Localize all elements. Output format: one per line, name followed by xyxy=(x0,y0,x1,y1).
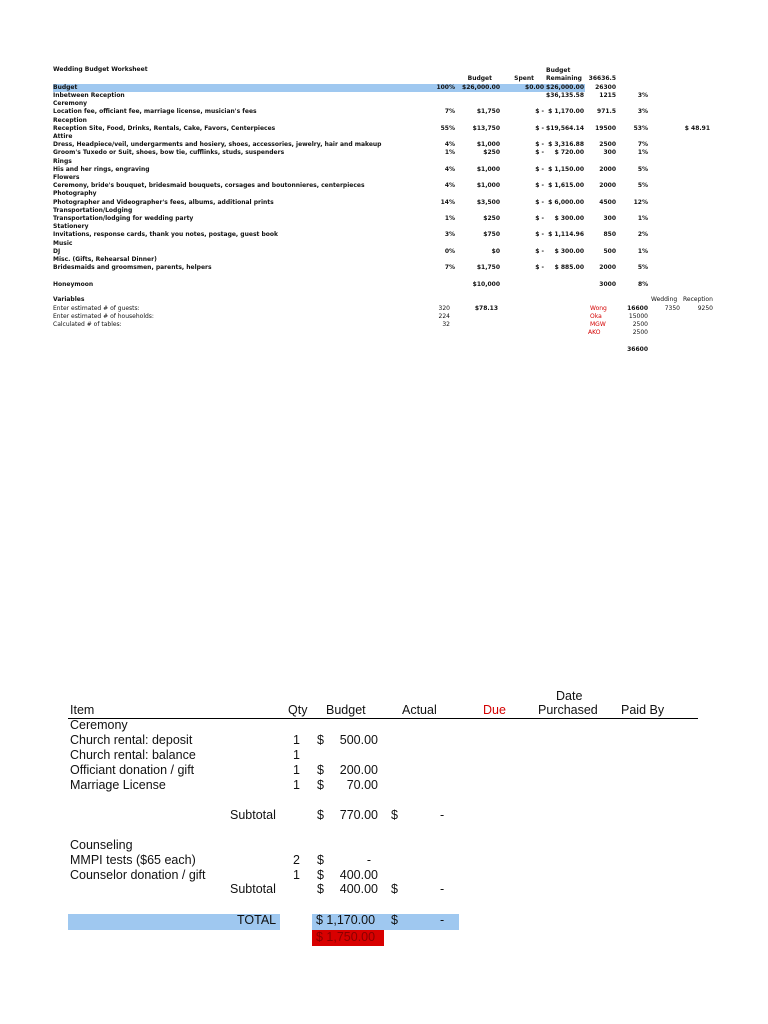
row-remaining: $ 300.00 xyxy=(554,247,584,255)
item-budget: 500.00 xyxy=(339,733,378,747)
row-share: 1% xyxy=(637,247,648,255)
item-name: Church rental: deposit xyxy=(70,733,193,747)
row-share: 2% xyxy=(637,231,648,239)
line-item-label: Transportation/lodging for wedding party xyxy=(53,215,194,222)
row-budget: $1,750 xyxy=(476,108,500,116)
row-pct: 7% xyxy=(444,108,455,116)
side-header-wedding: Wedding xyxy=(651,296,678,303)
item-budget: 400.00 xyxy=(339,868,378,882)
category-heading: Reception xyxy=(53,116,87,124)
item-qty: 1 xyxy=(293,733,300,747)
row-spent: $ - xyxy=(535,108,544,116)
honeymoon-label: Honeymoon xyxy=(53,281,94,288)
honeymoon-budget: $10,000 xyxy=(472,281,500,288)
row-share: 12% xyxy=(633,198,648,206)
row-share: 53% xyxy=(633,124,648,132)
row-target: 500 xyxy=(603,247,616,255)
item-dollar: $ xyxy=(317,868,324,882)
row-spent: $ - xyxy=(535,215,544,222)
variables-title: Variables xyxy=(53,296,85,303)
row-spent: $ - xyxy=(535,141,544,149)
row-budget: $1,000 xyxy=(476,141,500,149)
header-remaining-1: Budget xyxy=(546,67,571,74)
item-qty: 2 xyxy=(293,853,300,867)
line-item-label: DJ xyxy=(53,247,61,255)
row-budget: $250 xyxy=(483,215,500,222)
header-qty: Qty xyxy=(288,703,308,717)
header-actual: Actual xyxy=(402,703,437,717)
row-remaining: $ 300.00 xyxy=(554,215,584,222)
row-remaining: $ 1,615.00 xyxy=(548,182,584,190)
variable-label: Calculated # of tables: xyxy=(53,321,122,328)
header-budget: Budget xyxy=(326,703,366,717)
side-value: 16600 xyxy=(627,305,648,312)
total-actual: - xyxy=(440,913,445,927)
row-target: 2000 xyxy=(599,264,616,272)
side-name: MGW xyxy=(590,321,606,328)
row-spent: $ - xyxy=(535,198,544,206)
line-item-label: Bridesmaids and groomsmen, parents, helpers xyxy=(53,264,212,272)
row-target: 2500 xyxy=(599,141,616,149)
row-spent: $ - xyxy=(535,247,544,255)
variable-value: 224 xyxy=(438,313,450,320)
row-share: 5% xyxy=(637,165,648,173)
header-extra: 36636.5 xyxy=(588,75,616,82)
side-name: AKO xyxy=(588,329,601,336)
row-share: 1% xyxy=(637,149,648,157)
side-reception: 9250 xyxy=(697,305,713,312)
row-pct: 4% xyxy=(444,141,455,149)
row-remaining: $36,135.58 xyxy=(546,92,584,99)
total-budget: $ 1,170.00 xyxy=(316,913,376,927)
subtotal-dollar: $ xyxy=(317,882,324,896)
row-remaining: $ 720.00 xyxy=(554,149,584,157)
category-heading: Misc. (Gifts, Rehearsal Dinner) xyxy=(53,256,157,263)
item-budget: 70.00 xyxy=(346,778,378,792)
item-qty: 1 xyxy=(293,778,300,792)
item-name: Counselor donation / gift xyxy=(70,868,206,882)
row-remaining: $ 1,150.00 xyxy=(548,165,584,173)
row-budget: $13,750 xyxy=(472,124,500,132)
subtotal-dollar: $ xyxy=(317,808,324,822)
line-item-label: Dress, Headpiece/veil, undergarments and hosiery, shoes, accessories, jewelry, hair and makeup xyxy=(53,141,382,149)
row-remaining: $ 885.00 xyxy=(554,264,584,272)
line-item-label: His and her rings, engraving xyxy=(53,165,150,173)
category-heading: Ceremony xyxy=(53,100,88,108)
budget-row-remaining: $26,000.00 xyxy=(546,84,584,91)
row-pct: 14% xyxy=(440,198,455,206)
row-spent: $ - xyxy=(535,149,544,157)
header-remaining-2: Remaining xyxy=(546,75,582,82)
row-target: 300 xyxy=(603,149,616,157)
subtotal-actual-dollar: $ xyxy=(391,808,398,822)
subtotal-actual-dollar: $ xyxy=(391,882,398,896)
row-pct: 4% xyxy=(444,165,455,173)
item-name: MMPI tests ($65 each) xyxy=(70,853,196,867)
header-underline xyxy=(68,718,698,719)
row-pct: 1% xyxy=(444,149,455,157)
subtotal-budget: 770.00 xyxy=(339,808,378,822)
row-share: 1% xyxy=(637,215,648,222)
line-item-label: Invitations, response cards, thank you notes, postage, guest book xyxy=(53,231,278,239)
item-dollar: $ xyxy=(317,853,324,867)
total-actual-dollar: $ xyxy=(391,913,398,927)
row-pct: 4% xyxy=(444,182,455,190)
row-target: 19500 xyxy=(595,124,616,132)
row-spent: $ - xyxy=(535,264,544,272)
variable-label: Enter estimated # of guests: xyxy=(53,305,140,312)
row-per-guest: $ 48.91 xyxy=(684,124,710,132)
row-pct: 1% xyxy=(444,215,455,222)
category-heading: Flowers xyxy=(53,174,80,181)
item-name: Officiant donation / gift xyxy=(70,763,195,777)
item-dollar: $ xyxy=(317,763,324,777)
subtotal-label: Subtotal xyxy=(230,882,276,896)
item-name: Church rental: balance xyxy=(70,748,196,762)
item-budget: - xyxy=(366,853,371,867)
side-name: Wong xyxy=(590,305,607,312)
header-item: Item xyxy=(70,703,95,717)
item-budget: 200.00 xyxy=(339,763,378,777)
variable-label: Enter estimated # of households: xyxy=(53,313,154,320)
category-heading: Transportation/Lodging xyxy=(53,206,133,214)
row-budget: $3,500 xyxy=(476,198,500,206)
side-value: 2500 xyxy=(632,321,648,328)
row-target: 1215 xyxy=(599,92,616,99)
per-guest-value: $78.13 xyxy=(474,305,498,312)
red-total-value: $ 1,750.00 xyxy=(316,930,376,944)
item-dollar: $ xyxy=(317,778,324,792)
section-title: Ceremony xyxy=(70,718,128,732)
header-spent: Spent xyxy=(514,75,534,82)
section-title: Counseling xyxy=(70,838,133,852)
header-paid-by: Paid By xyxy=(621,703,665,717)
category-heading: Attire xyxy=(53,133,73,140)
line-item-label: Location fee, officiant fee, marriage license, musician's fees xyxy=(53,108,257,116)
row-remaining: $ 3,316.88 xyxy=(548,141,584,149)
row-remaining: $ 1,114.96 xyxy=(548,231,584,239)
variable-value: 320 xyxy=(438,305,450,312)
side-name: Oka xyxy=(590,313,602,320)
subtotal-actual: - xyxy=(440,808,445,822)
category-heading: Rings xyxy=(53,157,72,165)
category-heading: Photography xyxy=(53,190,97,198)
row-pct: 7% xyxy=(444,264,455,272)
row-target: 971.5 xyxy=(597,108,616,116)
honeymoon-col7: 3000 xyxy=(599,281,616,288)
line-item-label: Photographer and Videographer's fees, albums, additional prints xyxy=(53,198,274,206)
budget-row-spent: $0.00 xyxy=(525,84,544,91)
row-remaining: $19,564.14 xyxy=(546,124,584,132)
row-spent: $ - xyxy=(535,231,544,239)
row-budget: $1,750 xyxy=(476,264,500,272)
budget-row-pct: 100% xyxy=(436,84,455,91)
row-budget: $750 xyxy=(483,231,500,239)
row-target: 850 xyxy=(603,231,616,239)
row-budget: $1,000 xyxy=(476,182,500,190)
row-budget: $0 xyxy=(491,247,500,255)
line-item-label: Ceremony, bride's bouquet, bridesmaid bouquets, corsages and boutonnieres, centerpieces xyxy=(53,182,365,190)
row-share: 5% xyxy=(637,264,648,272)
side-total: 36600 xyxy=(627,346,648,353)
row-spent: $ - xyxy=(535,182,544,190)
worksheet-title: Wedding Budget Worksheet xyxy=(53,66,148,73)
subtotal-actual: - xyxy=(440,882,445,896)
budget-row-extra: 26300 xyxy=(595,84,616,91)
row-target: 4500 xyxy=(599,198,616,206)
honeymoon-col8: 8% xyxy=(638,281,649,288)
row-pct: 0% xyxy=(444,247,455,255)
row-share: 7% xyxy=(637,141,648,149)
row-pct: 55% xyxy=(440,124,455,132)
subtotal-budget: 400.00 xyxy=(339,882,378,896)
item-qty: 1 xyxy=(293,763,300,777)
header-budget: Budget xyxy=(467,75,492,82)
line-item-label: Inbetween Reception xyxy=(53,92,125,99)
line-item-label: Reception Site, Food, Drinks, Rentals, Cake, Favors, Centerpieces xyxy=(53,124,276,132)
header-due: Due xyxy=(483,703,506,717)
side-wedding: 7350 xyxy=(664,305,680,312)
side-value: 2500 xyxy=(632,329,648,336)
budget-row-budget: $26,000.00 xyxy=(462,84,500,91)
row-pct: 3% xyxy=(444,231,455,239)
line-item-label: Groom's Tuxedo or Suit, shoes, bow tie, cufflinks, studs, suspenders xyxy=(53,149,285,157)
item-dollar: $ xyxy=(317,733,324,747)
header-date: Date xyxy=(556,689,583,703)
row-share: 3% xyxy=(637,108,648,116)
total-label: TOTAL xyxy=(237,913,277,927)
row-budget: $1,000 xyxy=(476,165,500,173)
budget-row-label: Budget xyxy=(53,84,78,91)
subtotal-label: Subtotal xyxy=(230,808,276,822)
row-budget: $250 xyxy=(483,149,500,157)
row-spent: $ - xyxy=(535,124,544,132)
item-qty: 1 xyxy=(293,868,300,882)
side-value: 15000 xyxy=(628,313,648,320)
category-heading: Music xyxy=(53,239,73,247)
header-purchased: Purchased xyxy=(538,703,598,717)
side-header-reception: Reception xyxy=(683,296,713,303)
item-qty: 1 xyxy=(293,748,300,762)
row-target: 300 xyxy=(603,215,616,222)
row-share: 5% xyxy=(637,182,648,190)
row-share: 3% xyxy=(637,92,648,99)
row-target: 2000 xyxy=(599,165,616,173)
item-name: Marriage License xyxy=(70,778,166,792)
variable-value: 32 xyxy=(442,321,450,328)
row-remaining: $ 6,000.00 xyxy=(548,198,584,206)
category-heading: Stationery xyxy=(53,223,89,231)
row-spent: $ - xyxy=(535,165,544,173)
row-remaining: $ 1,170.00 xyxy=(548,108,584,116)
row-target: 2000 xyxy=(599,182,616,190)
